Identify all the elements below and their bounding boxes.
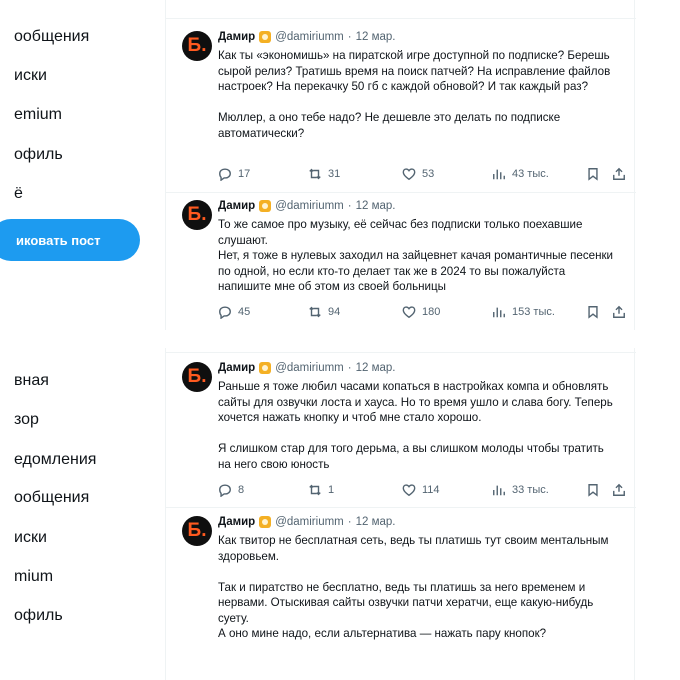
share-button[interactable] <box>612 167 626 181</box>
share-button[interactable] <box>612 483 626 497</box>
avatar-letter: Б. <box>187 366 207 387</box>
tweet-text <box>218 48 618 141</box>
views-count: 153 тыс. <box>512 306 555 318</box>
repost-count: 1 <box>328 484 335 496</box>
reply-count: 45 <box>238 306 251 318</box>
sidebar-item-notifications[interactable]: едомления <box>14 451 97 468</box>
repost-icon <box>308 483 322 497</box>
sidebar-item-profile[interactable]: офиль <box>14 607 63 624</box>
heart-icon <box>402 167 416 181</box>
author-handle[interactable]: @damiriumm <box>275 362 344 374</box>
sidebar-nav <box>0 348 160 680</box>
views-chart-icon <box>492 483 506 497</box>
top-screenshot-panel <box>0 0 680 330</box>
views-chart-icon <box>492 305 506 319</box>
reply-count: 8 <box>238 484 245 496</box>
tweet-header <box>218 516 395 528</box>
tweet-actions <box>218 167 618 183</box>
reply-button[interactable] <box>218 483 244 497</box>
bookmark-icon <box>586 305 600 319</box>
separator-dot: · <box>347 362 352 374</box>
tweet-actions <box>218 305 618 321</box>
author-handle[interactable]: @damiriumm <box>275 516 344 528</box>
tweet-feed <box>165 0 635 330</box>
bookmark-icon <box>586 483 600 497</box>
verified-badge-icon <box>259 31 271 43</box>
avatar[interactable] <box>182 200 212 230</box>
avatar-letter: Б. <box>187 35 207 56</box>
tweet-paragraph: Так и пиратство не бесплатно, ведь ты платишь за него временем и нервами. Отыскивая сайты озвучки патчи хератчи, еще какую-нибудь суету. <box>218 580 594 625</box>
tweet-paragraph: Как твитор не бесплатная сеть, ведь ты платишь тут своим ментальным здоровьем. <box>218 534 609 563</box>
author-handle[interactable]: @damiriumm <box>275 200 344 212</box>
divider <box>166 352 636 353</box>
tweet-paragraph: То же самое про музыку, её сейчас без подписки только поехавшие слушают. <box>218 218 583 247</box>
tweet-header <box>218 362 395 374</box>
author-name[interactable]: Дамир <box>218 362 256 374</box>
tweet-date[interactable]: 12 мар. <box>355 516 396 528</box>
sidebar-item-premium[interactable]: mium <box>14 568 54 585</box>
tweet-paragraph: Мюллер, а оно тебе надо? Не дешевле это делать по подписке автоматически? <box>218 111 561 140</box>
like-button[interactable] <box>402 483 440 497</box>
tweet-date[interactable]: 12 мар. <box>355 362 396 374</box>
tweet-paragraph: Нет, я тоже в нулевых заходил на зайцевнет качая романтичные песенки по одной, но если кто-то делает так же в 2024 то вы пожалуйста напишите мне об этом из своей больницы <box>218 249 614 293</box>
tweet-feed <box>165 348 635 680</box>
tweet-paragraph: Как ты «экономишь» на пиратской игре доступной по подписке? Берешь сырой релиз? Тратишь время на поиск патчей? На исправление файлов настроек? На перекачку 50 гб с каждой обновой? И так каждый раз? <box>218 49 611 93</box>
bottom-screenshot-panel <box>0 348 680 680</box>
author-name[interactable]: Дамир <box>218 516 256 528</box>
sidebar-item-messages[interactable]: ообщения <box>14 489 90 506</box>
sidebar-item-lists[interactable]: иски <box>14 529 47 546</box>
tweet-text <box>218 533 618 642</box>
views-button[interactable] <box>492 167 549 181</box>
author-name[interactable]: Дамир <box>218 31 256 43</box>
tweet-text <box>218 379 618 472</box>
tweet-paragraph: Я слишком стар для того дерьма, а вы слишком молоды чтобы тратить на него свою юность <box>218 442 604 471</box>
like-count: 114 <box>422 484 440 496</box>
avatar[interactable] <box>182 31 212 61</box>
avatar[interactable] <box>182 516 212 546</box>
author-handle[interactable]: @damiriumm <box>275 31 344 43</box>
share-button[interactable] <box>612 305 626 319</box>
share-icon <box>612 305 626 319</box>
reply-icon <box>218 167 232 181</box>
repost-button[interactable] <box>308 483 334 497</box>
heart-icon <box>402 305 416 319</box>
tweet-paragraph: А оно мине надо, если альтернатива — нажать пару кнопок? <box>218 627 547 640</box>
heart-icon <box>402 483 416 497</box>
repost-button[interactable] <box>308 167 340 181</box>
bookmark-button[interactable] <box>586 483 600 497</box>
tweet-date[interactable]: 12 мар. <box>355 31 396 43</box>
bookmark-button[interactable] <box>586 167 600 181</box>
tweet-actions <box>218 483 618 499</box>
sidebar-item-premium[interactable]: emium <box>14 106 63 123</box>
reply-icon <box>218 483 232 497</box>
tweet-header <box>218 31 395 43</box>
bookmark-button[interactable] <box>586 305 600 319</box>
divider <box>166 18 636 19</box>
reply-icon <box>218 305 232 319</box>
repost-icon <box>308 167 322 181</box>
separator-dot: · <box>347 200 352 212</box>
verified-badge-icon <box>259 362 271 374</box>
bookmark-icon <box>586 167 600 181</box>
views-count: 33 тыс. <box>512 484 549 496</box>
sidebar-item-more[interactable]: ё <box>14 185 23 202</box>
post-button[interactable]: иковать пост <box>0 219 140 261</box>
views-count: 43 тыс. <box>512 168 549 180</box>
reply-button[interactable] <box>218 167 250 181</box>
divider <box>166 192 636 193</box>
avatar[interactable] <box>182 362 212 392</box>
repost-button[interactable] <box>308 305 340 319</box>
divider <box>166 507 636 508</box>
views-chart-icon <box>492 167 506 181</box>
separator-dot: · <box>347 31 352 43</box>
like-button[interactable] <box>402 305 440 319</box>
separator-dot: · <box>347 516 352 528</box>
share-icon <box>612 483 626 497</box>
tweet-paragraph: Раньше я тоже любил часами копаться в настройках компа и обновлять сайты для озвучки лоста и хауса. Но то время ушло и слава богу. Теперь хочется нажать кнопку и чтоб мне стало хорошо. <box>218 380 613 424</box>
tweet-date[interactable]: 12 мар. <box>355 200 396 212</box>
repost-icon <box>308 305 322 319</box>
sidebar-item-messages[interactable]: ообщения <box>14 28 90 45</box>
screenshot-gap <box>0 330 680 348</box>
views-button[interactable] <box>492 483 549 497</box>
like-count: 180 <box>422 306 441 318</box>
verified-badge-icon <box>259 516 271 528</box>
views-button[interactable] <box>492 305 555 319</box>
like-count: 53 <box>422 168 435 180</box>
sidebar-item-home[interactable]: вная <box>14 372 49 389</box>
reply-count: 17 <box>238 168 251 180</box>
sidebar-item-explore[interactable]: зор <box>14 411 39 428</box>
verified-badge-icon <box>259 200 271 212</box>
sidebar-item-lists[interactable]: иски <box>14 67 47 84</box>
repost-count: 94 <box>328 306 341 318</box>
tweet-header <box>218 200 395 212</box>
avatar-letter: Б. <box>187 204 207 225</box>
tweet-text <box>218 217 618 295</box>
like-button[interactable] <box>402 167 434 181</box>
share-icon <box>612 167 626 181</box>
sidebar-nav <box>0 0 160 330</box>
reply-button[interactable] <box>218 305 250 319</box>
author-name[interactable]: Дамир <box>218 200 256 212</box>
sidebar-item-profile[interactable]: офиль <box>14 146 63 163</box>
repost-count: 31 <box>328 168 341 180</box>
avatar-letter: Б. <box>187 520 207 541</box>
